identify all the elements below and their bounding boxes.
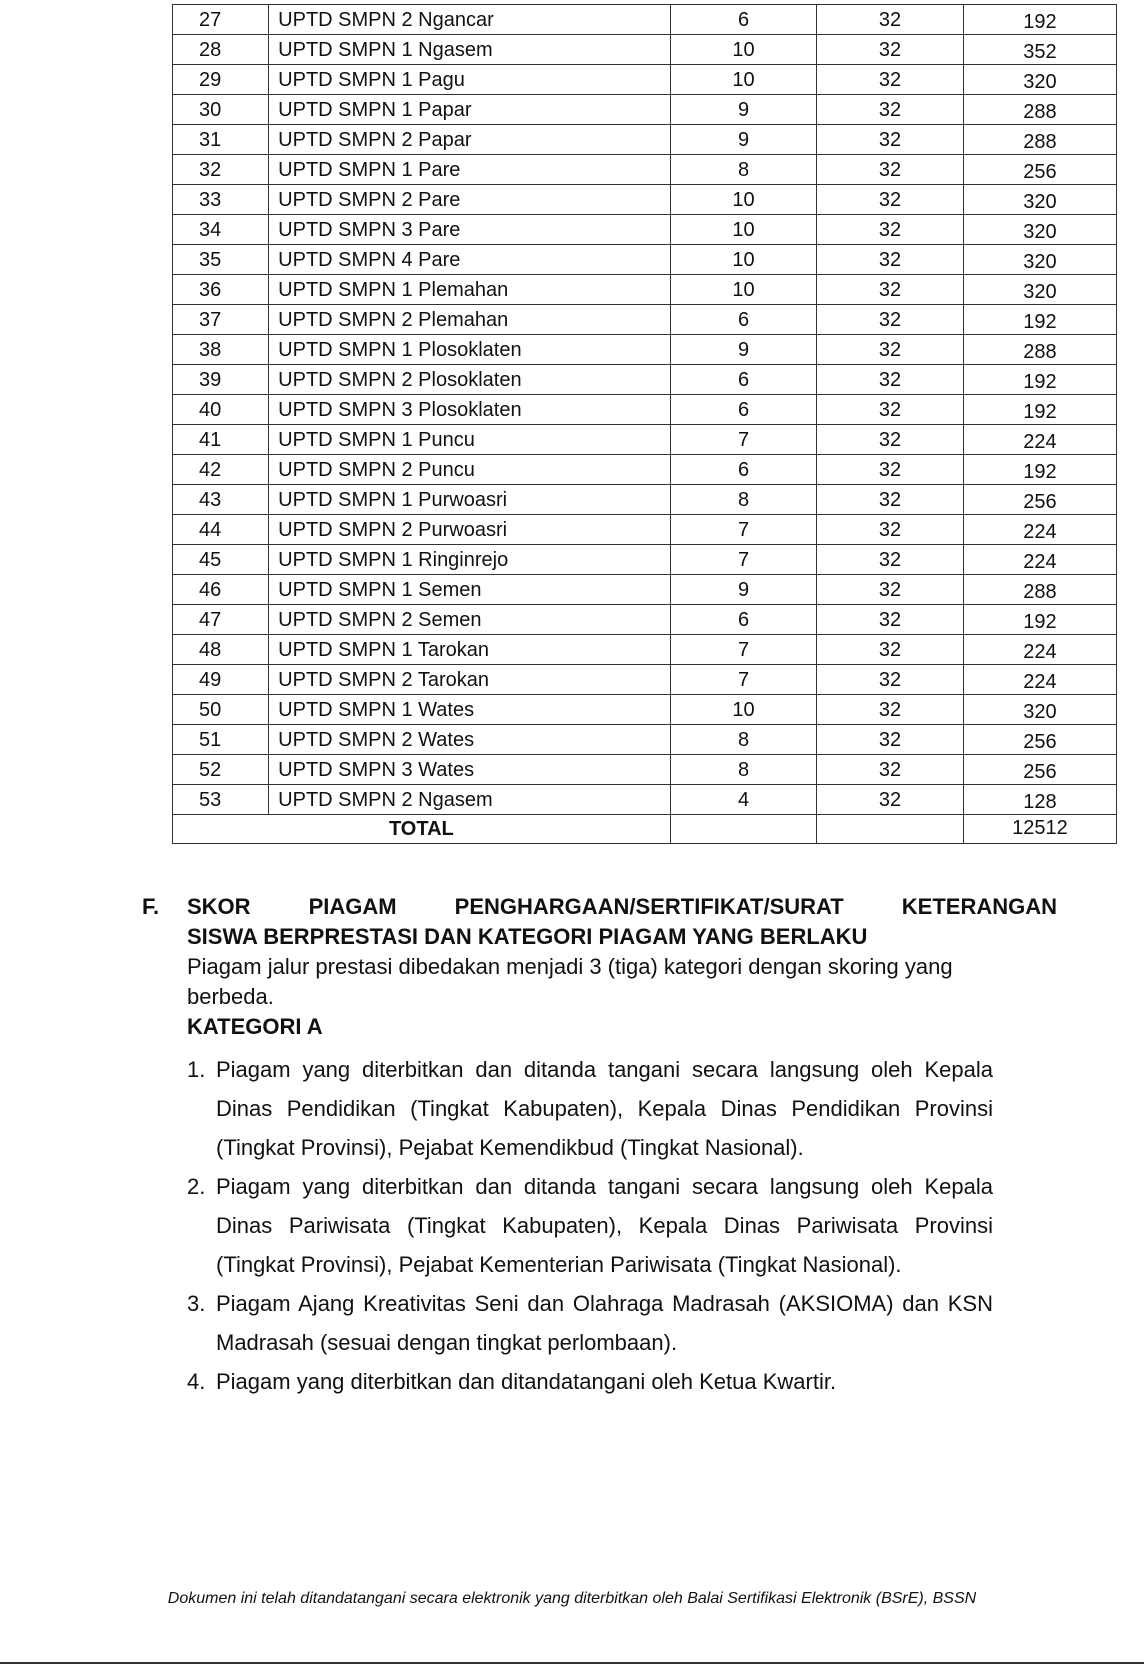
school-name: UPTD SMPN 2 Plemahan: [269, 305, 671, 335]
quota-total: [963, 125, 1116, 155]
quota-total: [963, 635, 1116, 665]
school-name: UPTD SMPN 1 Puncu: [269, 425, 671, 455]
table-row: [173, 515, 1117, 545]
row-number: 40: [173, 395, 269, 425]
row-number: 37: [173, 305, 269, 335]
students-per-class: 32: [817, 545, 964, 575]
quota-total-text: 192: [1023, 461, 1057, 483]
quota-total: [963, 455, 1116, 485]
students-per-class: 32: [817, 635, 964, 665]
list-item: [187, 1362, 993, 1401]
quota-table-body: [173, 5, 1117, 815]
school-name: UPTD SMPN 1 Wates: [269, 695, 671, 725]
row-number: 47: [173, 605, 269, 635]
quota-total-text: 192: [1023, 611, 1057, 633]
class-count: 9: [670, 335, 817, 365]
quota-total: [963, 695, 1116, 725]
class-count: 6: [670, 305, 817, 335]
class-count: 6: [670, 455, 817, 485]
class-count: 8: [670, 155, 817, 185]
list-item-text: Piagam yang diterbitkan dan ditanda tangani secara langsung oleh Kepala Dinas Pariwisata (Tingkat Kabupaten), Kepala Dinas Pariwisata Provinsi (Tingkat Provinsi), Pejabat Kementerian Pariwisata (Tingkat Nasional).: [216, 1174, 993, 1277]
students-per-class: 32: [817, 125, 964, 155]
quota-total: [963, 545, 1116, 575]
list-item-text: Piagam yang diterbitkan dan ditandatangani oleh Ketua Kwartir.: [216, 1369, 837, 1394]
quota-total-text: 224: [1023, 521, 1057, 543]
footer-rule: [0, 1662, 1144, 1664]
students-per-class: 32: [817, 35, 964, 65]
row-number: 41: [173, 425, 269, 455]
class-count: 7: [670, 425, 817, 455]
class-count: 10: [670, 275, 817, 305]
quota-total-text: 128: [1023, 791, 1057, 813]
quota-total: [963, 335, 1116, 365]
class-count: 10: [670, 185, 817, 215]
students-per-class: 32: [817, 5, 964, 35]
students-per-class: 32: [817, 275, 964, 305]
row-number: 38: [173, 335, 269, 365]
table-row: [173, 335, 1117, 365]
school-name: UPTD SMPN 2 Pare: [269, 185, 671, 215]
quota-total: [963, 95, 1116, 125]
class-count: 6: [670, 395, 817, 425]
students-per-class: 32: [817, 575, 964, 605]
school-name: UPTD SMPN 1 Plosoklaten: [269, 335, 671, 365]
quota-total-text: 224: [1023, 671, 1057, 693]
table-row: [173, 665, 1117, 695]
class-count: 7: [670, 635, 817, 665]
students-per-class: 32: [817, 605, 964, 635]
section-heading: [142, 892, 1057, 922]
quota-total-text: 320: [1023, 251, 1057, 273]
list-item: [187, 1284, 993, 1362]
quota-total-text: 288: [1023, 131, 1057, 153]
row-number: 48: [173, 635, 269, 665]
table-row: [173, 755, 1117, 785]
quota-total: [963, 755, 1116, 785]
quota-total-text: 192: [1023, 11, 1057, 33]
table-row: [173, 725, 1117, 755]
quota-total: [963, 5, 1116, 35]
quota-total: [963, 65, 1116, 95]
quota-total-text: 224: [1023, 431, 1057, 453]
students-per-class: 32: [817, 755, 964, 785]
row-number: 35: [173, 245, 269, 275]
school-name: UPTD SMPN 1 Pagu: [269, 65, 671, 95]
row-number: 27: [173, 5, 269, 35]
row-number: 32: [173, 155, 269, 185]
class-count: 6: [670, 365, 817, 395]
students-per-class: 32: [817, 515, 964, 545]
students-per-class: 32: [817, 335, 964, 365]
school-name: UPTD SMPN 3 Pare: [269, 215, 671, 245]
quota-total-text: 320: [1023, 71, 1057, 93]
table-row: [173, 245, 1117, 275]
section-intro: Piagam jalur prestasi dibedakan menjadi 3 (tiga) kategori dengan skoring yang berbeda.: [187, 954, 953, 1009]
quota-total-text: 320: [1023, 281, 1057, 303]
class-count: 10: [670, 215, 817, 245]
class-count: 10: [670, 245, 817, 275]
school-name: UPTD SMPN 4 Pare: [269, 245, 671, 275]
table-row: [173, 275, 1117, 305]
quota-total-text: 256: [1023, 491, 1057, 513]
quota-total-text: 320: [1023, 191, 1057, 213]
row-number: 28: [173, 35, 269, 65]
quota-total: [963, 425, 1116, 455]
school-name: UPTD SMPN 2 Semen: [269, 605, 671, 635]
table-row: [173, 5, 1117, 35]
school-name: UPTD SMPN 2 Purwoasri: [269, 515, 671, 545]
quota-total-text: 256: [1023, 731, 1057, 753]
quota-total: [963, 575, 1116, 605]
quota-total-text: 192: [1023, 371, 1057, 393]
school-name: UPTD SMPN 1 Tarokan: [269, 635, 671, 665]
quota-total-text: 288: [1023, 101, 1057, 123]
students-per-class: 32: [817, 485, 964, 515]
row-number: 36: [173, 275, 269, 305]
class-count: 7: [670, 515, 817, 545]
school-name: UPTD SMPN 3 Wates: [269, 755, 671, 785]
quota-total: [963, 275, 1116, 305]
school-name: UPTD SMPN 1 Plemahan: [269, 275, 671, 305]
row-number: 53: [173, 785, 269, 815]
table-row: [173, 695, 1117, 725]
class-count: 6: [670, 5, 817, 35]
table-row: [173, 455, 1117, 485]
row-number: 30: [173, 95, 269, 125]
class-count: 8: [670, 485, 817, 515]
class-count: 7: [670, 665, 817, 695]
total-label: TOTAL: [173, 815, 671, 844]
students-per-class: 32: [817, 725, 964, 755]
quota-total: [963, 785, 1116, 815]
quota-total: [963, 35, 1116, 65]
table-row: [173, 155, 1117, 185]
category-list: [142, 1050, 1057, 1401]
school-name: UPTD SMPN 2 Ngasem: [269, 785, 671, 815]
students-per-class: 32: [817, 305, 964, 335]
quota-total-text: 320: [1023, 221, 1057, 243]
school-name: UPTD SMPN 2 Tarokan: [269, 665, 671, 695]
table-row: [173, 545, 1117, 575]
table-row: [173, 185, 1117, 215]
list-item-number: 3.: [187, 1291, 206, 1316]
row-number: 34: [173, 215, 269, 245]
quota-table: [172, 4, 1117, 844]
list-item: [187, 1167, 993, 1284]
students-per-class: 32: [817, 455, 964, 485]
row-number: 39: [173, 365, 269, 395]
total-empty-cell: [817, 815, 964, 844]
quota-total: [963, 665, 1116, 695]
section-f: [142, 892, 1057, 1401]
school-name: UPTD SMPN 2 Papar: [269, 125, 671, 155]
table-row: [173, 605, 1117, 635]
students-per-class: 32: [817, 365, 964, 395]
class-count: 9: [670, 125, 817, 155]
row-number: 46: [173, 575, 269, 605]
class-count: 4: [670, 785, 817, 815]
list-item-text: Piagam Ajang Kreativitas Seni dan Olahraga Madrasah (AKSIOMA) dan KSN Madrasah (sesuai dengan tingkat perlombaan).: [216, 1291, 993, 1355]
table-row: [173, 305, 1117, 335]
class-count: 10: [670, 65, 817, 95]
row-number: 52: [173, 755, 269, 785]
quota-total: [963, 215, 1116, 245]
total-empty-cell: [670, 815, 817, 844]
students-per-class: 32: [817, 65, 964, 95]
students-per-class: 32: [817, 695, 964, 725]
quota-total-text: 256: [1023, 761, 1057, 783]
table-row: [173, 575, 1117, 605]
quota-total: [963, 485, 1116, 515]
school-name: UPTD SMPN 1 Papar: [269, 95, 671, 125]
school-name: UPTD SMPN 2 Plosoklaten: [269, 365, 671, 395]
quota-total: [963, 305, 1116, 335]
quota-total-text: 288: [1023, 341, 1057, 363]
school-name: UPTD SMPN 1 Pare: [269, 155, 671, 185]
row-number: 29: [173, 65, 269, 95]
table-row: [173, 635, 1117, 665]
quota-total-text: 224: [1023, 641, 1057, 663]
row-number: 43: [173, 485, 269, 515]
list-item-number: 4.: [187, 1369, 206, 1394]
class-count: 6: [670, 605, 817, 635]
list-item-text: Piagam yang diterbitkan dan ditanda tangani secara langsung oleh Kepala Dinas Pendidikan (Tingkat Kabupaten), Kepala Dinas Pendidikan Provinsi (Tingkat Provinsi), Pejabat Kemendikbud (Tingkat Nasional).: [216, 1057, 993, 1160]
class-count: 9: [670, 575, 817, 605]
students-per-class: 32: [817, 215, 964, 245]
school-name: UPTD SMPN 2 Ngancar: [269, 5, 671, 35]
table-row: [173, 35, 1117, 65]
quota-total-text: 320: [1023, 701, 1057, 723]
section-title-line2: SISWA BERPRESTASI DAN KATEGORI PIAGAM YANG BERLAKU: [187, 924, 868, 949]
row-number: 42: [173, 455, 269, 485]
school-name: UPTD SMPN 1 Ringinrejo: [269, 545, 671, 575]
quota-total-text: 192: [1023, 401, 1057, 423]
row-number: 31: [173, 125, 269, 155]
list-item-number: 2.: [187, 1174, 206, 1199]
section-letter: F.: [142, 894, 160, 919]
table-row: [173, 65, 1117, 95]
table-row: [173, 365, 1117, 395]
row-number: 45: [173, 545, 269, 575]
quota-total: [963, 245, 1116, 275]
students-per-class: 32: [817, 785, 964, 815]
quota-total-text: 352: [1023, 41, 1057, 63]
quota-total: [963, 515, 1116, 545]
quota-total-text: 288: [1023, 581, 1057, 603]
class-count: 7: [670, 545, 817, 575]
quota-total: [963, 365, 1116, 395]
quota-total: [963, 605, 1116, 635]
row-number: 49: [173, 665, 269, 695]
list-item-number: 1.: [187, 1057, 206, 1082]
class-count: 8: [670, 725, 817, 755]
students-per-class: 32: [817, 185, 964, 215]
row-number: 51: [173, 725, 269, 755]
footer-signature-note: Dokumen ini telah ditandatangani secara elektronik yang diterbitkan oleh Balai Sertifikasi Elektronik (BSrE), BSSN: [167, 1590, 977, 1607]
students-per-class: 32: [817, 155, 964, 185]
school-name: UPTD SMPN 1 Semen: [269, 575, 671, 605]
quota-total-text: 192: [1023, 311, 1057, 333]
table-row: [173, 485, 1117, 515]
class-count: 10: [670, 695, 817, 725]
section-title-line1: SKOR PIAGAM PENGHARGAAN/SERTIFIKAT/SURAT KETERANGAN: [187, 894, 1057, 919]
table-row: [173, 95, 1117, 125]
students-per-class: 32: [817, 665, 964, 695]
quota-total-text: 224: [1023, 551, 1057, 573]
class-count: 8: [670, 755, 817, 785]
table-row: [173, 425, 1117, 455]
quota-total: [963, 185, 1116, 215]
students-per-class: 32: [817, 395, 964, 425]
quota-total: [963, 395, 1116, 425]
table-row: [173, 215, 1117, 245]
school-name: UPTD SMPN 2 Puncu: [269, 455, 671, 485]
total-row: [173, 815, 1117, 844]
category-heading: KATEGORI A: [187, 1014, 323, 1039]
table-row: [173, 395, 1117, 425]
row-number: 44: [173, 515, 269, 545]
table-row: [173, 125, 1117, 155]
quota-total-text: 256: [1023, 161, 1057, 183]
students-per-class: 32: [817, 95, 964, 125]
quota-total: [963, 155, 1116, 185]
school-name: UPTD SMPN 1 Ngasem: [269, 35, 671, 65]
total-value: 12512: [963, 815, 1116, 844]
list-item: [187, 1050, 993, 1167]
students-per-class: 32: [817, 245, 964, 275]
school-name: UPTD SMPN 1 Purwoasri: [269, 485, 671, 515]
school-name: UPTD SMPN 3 Plosoklaten: [269, 395, 671, 425]
class-count: 9: [670, 95, 817, 125]
row-number: 50: [173, 695, 269, 725]
students-per-class: 32: [817, 425, 964, 455]
quota-total: [963, 725, 1116, 755]
table-row: [173, 785, 1117, 815]
school-name: UPTD SMPN 2 Wates: [269, 725, 671, 755]
class-count: 10: [670, 35, 817, 65]
row-number: 33: [173, 185, 269, 215]
